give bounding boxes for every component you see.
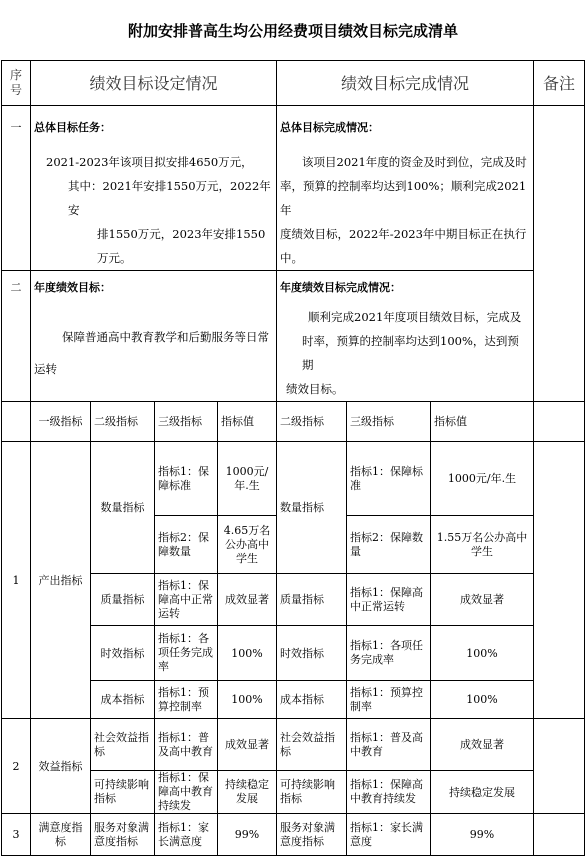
cost-c-level3: 指标1：预算控制率 xyxy=(347,681,431,719)
row1-seq: 1 xyxy=(2,442,31,719)
quality-level3: 指标1：保障高中正常运转 xyxy=(155,574,218,626)
performance-table xyxy=(1,60,585,856)
annual-setting-line2: 运转 xyxy=(34,362,57,376)
quantity-b-value: 4.65万名公办高中学生 xyxy=(218,516,277,574)
overall-setting-line2: 其中：2021年安排1550万元，2022年安 xyxy=(68,178,271,217)
quality-c-level3: 指标1：保障高中正常运转 xyxy=(347,574,431,626)
overall-setting-label: 总体目标任务： xyxy=(31,106,277,150)
annual-label-row xyxy=(2,270,585,305)
timeliness-level2: 时效指标 xyxy=(91,626,155,681)
remarks-cell xyxy=(534,106,585,402)
social-level3: 指标1：普及高中教育 xyxy=(155,719,218,771)
row3-level2: 服务对象满意度指标 xyxy=(91,814,155,856)
overall-completion-line3: 度绩效目标，2022年-2023年中期目标正在执行中。 xyxy=(280,226,527,265)
table-row xyxy=(2,719,585,771)
quantity-a-value: 1000元/年.生 xyxy=(218,442,277,516)
table-row xyxy=(2,442,585,516)
timeliness-c-value: 100% xyxy=(431,626,534,681)
annual-completion-line3: 绩效目标。 xyxy=(286,382,344,396)
row3-level1: 满意度指标 xyxy=(31,814,91,856)
quantity-b-c-value: 1.55万名公办高中学生 xyxy=(431,516,534,574)
row3-value: 99% xyxy=(218,814,277,856)
quantity-a-c-value: 1000元/年.生 xyxy=(431,442,534,516)
social-c-value: 成效显著 xyxy=(431,719,534,771)
quality-c-level2: 质量指标 xyxy=(277,574,347,626)
quantity-c-level2: 数量指标 xyxy=(277,442,347,574)
indicator-seq-blank xyxy=(2,402,31,442)
completion-level3-header: 三级指标 xyxy=(347,402,431,442)
row3-remarks xyxy=(534,814,585,856)
quality-c-value: 成效显著 xyxy=(431,574,534,626)
overall-setting-line3: 排1550万元，2023年安排1550万元。 xyxy=(97,226,266,265)
annual-completion-line2: 时率，预算的控制率均达到100%，达到预期 xyxy=(302,334,519,372)
timeliness-level3: 指标1：各项任务完成率 xyxy=(155,626,218,681)
page-title: 附加安排普高生均公用经费项目绩效目标完成清单 xyxy=(127,21,458,40)
row3-c-value: 99% xyxy=(431,814,534,856)
quantity-a-level3: 指标1：保障标准 xyxy=(155,442,218,516)
sustain-value: 持续稳定发展 xyxy=(218,771,277,814)
overall-setting-text xyxy=(31,150,277,271)
row2-level1: 效益指标 xyxy=(31,719,91,814)
overall-setting-line1: 2021-2023年该项目拟安排4650万元， xyxy=(46,154,253,169)
timeliness-c-level2: 时效指标 xyxy=(277,626,347,681)
sustain-c-level2: 可持续影响指标 xyxy=(277,771,347,814)
row3-c-level2: 服务对象满意度指标 xyxy=(277,814,347,856)
sustain-level2: 可持续影响指标 xyxy=(91,771,155,814)
overall-completion-line1: 该项目2021年度的资金及时到位，完成及时 xyxy=(302,154,527,169)
annual-completion-label: 年度绩效目标完成情况： xyxy=(277,270,534,305)
quantity-a-c-level3: 指标1：保障标准 xyxy=(347,442,431,516)
row3-seq: 3 xyxy=(2,814,31,856)
completion-header: 绩效目标完成情况 xyxy=(277,61,534,106)
social-value: 成效显著 xyxy=(218,719,277,771)
row3-c-level3: 指标1：家长满意度 xyxy=(347,814,431,856)
completion-level2-header: 二级指标 xyxy=(277,402,347,442)
quality-value: 成效显著 xyxy=(218,574,277,626)
overall-completion-text xyxy=(277,150,534,271)
overall-seq-filler xyxy=(2,150,31,271)
annual-completion-text xyxy=(277,305,534,402)
timeliness-c-level3: 指标1：各项任务完成率 xyxy=(347,626,431,681)
cost-value: 100% xyxy=(218,681,277,719)
value-header: 指标值 xyxy=(218,402,277,442)
quantity-level2: 数量指标 xyxy=(91,442,155,574)
annual-setting-line1: 保障普通高中教育教学和后勤服务等日常 xyxy=(62,330,269,344)
setting-header: 绩效目标设定情况 xyxy=(31,61,277,106)
completion-value-header: 指标值 xyxy=(431,402,534,442)
sustain-c-level3: 指标1：保障高中教育持续发 xyxy=(347,771,431,814)
cost-level2: 成本指标 xyxy=(91,681,155,719)
row2-seq: 2 xyxy=(2,719,31,814)
annual-setting-label: 年度绩效目标： xyxy=(31,270,277,305)
row3-level3: 指标1：家长满意度 xyxy=(155,814,218,856)
row2-remarks xyxy=(534,719,585,814)
indicator-remarks-blank xyxy=(534,402,585,442)
table-header-row xyxy=(2,61,585,106)
remarks-header: 备注 xyxy=(534,61,585,106)
annual-seq-filler xyxy=(2,305,31,402)
timeliness-value: 100% xyxy=(218,626,277,681)
overall-content-row xyxy=(2,150,585,271)
level3-header: 三级指标 xyxy=(155,402,218,442)
annual-setting-text xyxy=(31,305,277,402)
social-c-level3: 指标1：普及高中教育 xyxy=(347,719,431,771)
level2-header: 二级指标 xyxy=(91,402,155,442)
cost-c-level2: 成本指标 xyxy=(277,681,347,719)
cost-level3: 指标1：预算控制率 xyxy=(155,681,218,719)
level1-header: 一级指标 xyxy=(31,402,91,442)
quantity-b-level3: 指标2：保障数量 xyxy=(155,516,218,574)
annual-content-row xyxy=(2,305,585,402)
annual-completion-line1: 顺利完成2021年度项目绩效目标，完成及 xyxy=(308,310,522,324)
seq-header: 序号 xyxy=(2,61,31,106)
overall-label-row xyxy=(2,106,585,150)
overall-seq: 一 xyxy=(2,106,31,150)
social-c-level2: 社会效益指标 xyxy=(277,719,347,771)
quantity-b-c-level3: 指标2：保障数量 xyxy=(347,516,431,574)
overall-completion-line2: 率，预算的控制率均达到100%；顺利完成2021年 xyxy=(280,178,527,217)
quality-level2: 质量指标 xyxy=(91,574,155,626)
row1-remarks xyxy=(534,442,585,719)
table-row xyxy=(2,814,585,856)
row1-level1: 产出指标 xyxy=(31,442,91,719)
annual-seq: 二 xyxy=(2,270,31,305)
overall-completion-label: 总体目标完成情况： xyxy=(277,106,534,150)
social-level2: 社会效益指标 xyxy=(91,719,155,771)
sustain-level3: 指标1：保障高中教育持续发 xyxy=(155,771,218,814)
indicator-header-row xyxy=(2,402,585,442)
cost-c-value: 100% xyxy=(431,681,534,719)
sustain-c-value: 持续稳定发展 xyxy=(431,771,534,814)
